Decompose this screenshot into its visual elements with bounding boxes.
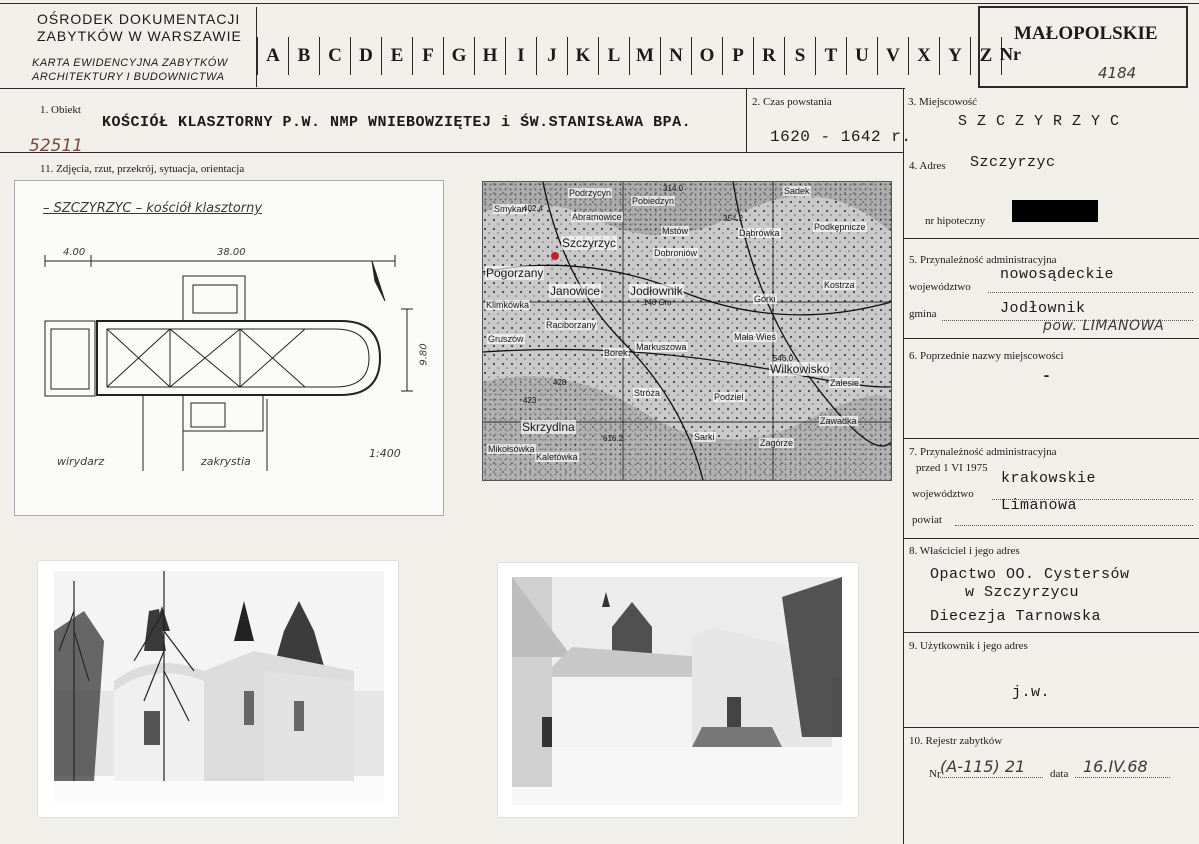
line-after-8 xyxy=(903,632,1199,633)
powiat-label: powiat xyxy=(912,514,942,526)
line-after-7 xyxy=(903,538,1199,539)
index-letter: K xyxy=(567,37,598,75)
przynaleznosc-old-label: 7. Przynależność administracyjna xyxy=(909,446,1057,458)
index-letter: C xyxy=(319,37,350,75)
floor-plan-sheet xyxy=(14,180,444,516)
map-place-label: Zawadka xyxy=(820,416,857,426)
obiekt-label: 1. Obiekt xyxy=(40,104,81,116)
line-after-adres xyxy=(903,238,1199,239)
zdjecia-label: 11. Zdjęcia, rzut, przekrój, sytuacja, orientacja xyxy=(40,163,245,175)
wlasciciel-line3: Diecezja Tarnowska xyxy=(930,608,1102,625)
map-place-label: Skrzydlna xyxy=(522,420,575,434)
map-place-label: Podrzycyn xyxy=(569,188,612,198)
powiat-dotted xyxy=(955,525,1193,526)
floor-plan-drawing xyxy=(15,181,443,515)
left-number: 52511 xyxy=(29,136,84,156)
przed-label: przed 1 VI 1975 xyxy=(916,462,988,474)
plan-title: – SZCZYRZYC – kościół klasztorny xyxy=(43,201,263,216)
nr-value: 4184 xyxy=(1098,64,1137,82)
gmina-note: pow. LIMANOWA xyxy=(1043,318,1165,334)
alphabet-index xyxy=(257,37,1002,75)
index-letter: A xyxy=(257,37,288,75)
miejscowosc-label: 3. Miejscowość xyxy=(908,96,978,108)
index-letter: R xyxy=(753,37,784,75)
index-letter: D xyxy=(350,37,381,75)
miejscowosc-value: S Z C Z Y R Z Y C xyxy=(958,113,1120,130)
index-letter: M xyxy=(629,37,660,75)
map-place-label: Klimkówka xyxy=(486,300,530,310)
index-letter: G xyxy=(443,37,474,75)
rejestr-data-value: 16.IV.68 xyxy=(1083,757,1148,776)
plan-scale: 1:400 xyxy=(369,447,401,460)
index-letter: I xyxy=(505,37,536,75)
index-letter: X xyxy=(908,37,939,75)
woj-old-value: krakowskie xyxy=(1001,470,1097,487)
wlasciciel-label: 8. Właściciel i jego adres xyxy=(909,545,1020,557)
subtitle-line1: KARTA EWIDENCYJNA ZABYTKÓW xyxy=(32,57,228,69)
index-letter: S xyxy=(784,37,815,75)
rejestr-data-label: data xyxy=(1050,768,1069,780)
index-letter: T xyxy=(815,37,846,75)
plan-dim-right: 9.80 xyxy=(418,343,430,366)
plan-dim-left: 4.00 xyxy=(63,247,86,258)
uzytkownik-value: j.w. xyxy=(1012,684,1051,701)
index-letter: J xyxy=(536,37,567,75)
map-place-label: Wilkowisko xyxy=(770,362,830,376)
nr-label: Nr xyxy=(1000,44,1021,64)
redacted-block xyxy=(1012,200,1098,222)
photo-church xyxy=(54,571,384,803)
index-letter: H xyxy=(474,37,505,75)
right-column-divider xyxy=(903,88,904,844)
rejestr-data-dotted xyxy=(1075,777,1170,778)
map-place-label: Mikołsówka xyxy=(488,444,535,454)
plan-zakrystia: zakrystia xyxy=(201,455,251,468)
map-labels xyxy=(483,182,891,480)
index-letter: L xyxy=(598,37,629,75)
plan-dim-top: 38.00 xyxy=(217,247,246,258)
map-place-label: Pobiedzyn xyxy=(632,196,675,206)
line-after-9 xyxy=(903,727,1199,728)
plan-wirydarz: wirydarz xyxy=(57,455,105,468)
region-name: MAŁOPOLSKIE xyxy=(1014,23,1158,44)
rejestr-label: 10. Rejestr zabytków xyxy=(909,735,1003,747)
index-letter: Z xyxy=(970,37,1001,75)
obiekt-value: KOŚCIÓŁ KLASZTORNY P.W. NMP WNIEBOWZIĘTEJ i ŚW.STANISŁAWA BPA. xyxy=(102,114,692,131)
map-place-label: Smykan xyxy=(494,204,527,214)
index-letter: P xyxy=(722,37,753,75)
map-place-label: Dąbrówka xyxy=(739,228,780,238)
map-place-label: Szczyrzyc xyxy=(562,236,616,250)
map-height-label: 616.2 xyxy=(603,434,624,443)
subtitle-line2: ARCHITEKTURY I BUDOWNICTWA xyxy=(32,71,225,83)
map-place-label: Raciborzany xyxy=(546,320,597,330)
row1-bottom-line xyxy=(0,152,904,153)
index-letter: U xyxy=(846,37,877,75)
region-box xyxy=(978,6,1188,88)
photo-church-frame xyxy=(38,561,398,817)
map-place-label: Kostrza xyxy=(824,280,855,290)
index-letter: E xyxy=(381,37,412,75)
map-place-label: Stróża xyxy=(634,388,661,398)
card-subtitle xyxy=(32,56,228,84)
index-letter: F xyxy=(412,37,443,75)
map-place-label: Podkępnicze xyxy=(814,222,866,232)
poprzednie-label: 6. Poprzednie nazwy miejscowości xyxy=(909,350,1064,362)
czas-label: 2. Czas powstania xyxy=(752,96,832,108)
map-place-label: Janowice xyxy=(550,284,601,298)
map-place-label: Pogorzany xyxy=(486,266,544,280)
map-place-label: Górki xyxy=(754,294,776,304)
powiat-value: Limanowa xyxy=(1001,497,1078,514)
hipoteczny-label: nr hipoteczny xyxy=(925,215,986,227)
org-line1: OŚRODEK DOKUMENTACJI xyxy=(37,11,241,27)
map-place-label: Dobroniów xyxy=(654,248,698,258)
czas-value: 1620 - 1642 r. xyxy=(770,128,912,146)
map-place-label: Markuszowa xyxy=(636,342,687,352)
map-height-label: 546.0 xyxy=(773,354,794,363)
map-height-label: 354.2 xyxy=(723,214,744,223)
photo-monastery-frame xyxy=(498,563,858,817)
przynaleznosc-label: 5. Przynależność administracyjna xyxy=(909,254,1057,266)
map-height-label: 148 Gm xyxy=(643,298,672,307)
uzytkownik-label: 9. Użytkownik i jego adres xyxy=(909,640,1028,652)
rejestr-nr-dotted xyxy=(938,777,1043,778)
map-place-label: Jodłownik xyxy=(630,284,683,298)
index-letter: V xyxy=(877,37,908,75)
wojewodztwo-label: województwo xyxy=(909,281,971,293)
map-height-label: 402.4 xyxy=(523,204,544,213)
line-after-6 xyxy=(903,438,1199,439)
index-letter: N xyxy=(660,37,691,75)
map-place-label: Sarki xyxy=(694,432,715,442)
map-place-label: Gruszów xyxy=(488,334,524,344)
index-letter: O xyxy=(691,37,722,75)
wlasciciel-line2: w Szczyrzycu xyxy=(965,584,1080,601)
index-letter: B xyxy=(288,37,319,75)
top-border xyxy=(0,3,1199,4)
gmina-label: gmina xyxy=(909,308,937,320)
map-place-label: Mała Wieś xyxy=(734,332,777,342)
map-height-label: 428 xyxy=(553,378,567,387)
map-place-label: Podziel xyxy=(714,392,744,402)
adres-value: Szczyrzyc xyxy=(970,154,1056,171)
map-place-label: Mstów xyxy=(662,226,689,236)
map-place-label: Zalesie xyxy=(830,378,860,388)
org-line2: ZABYTKÓW W WARSZAWIE xyxy=(37,28,242,44)
row1-divider-a xyxy=(746,88,747,152)
woj-old-label: województwo xyxy=(912,488,974,500)
index-letter: Y xyxy=(939,37,970,75)
map-place-label: Kaletówka xyxy=(536,452,578,462)
woj-dotted-line xyxy=(988,292,1193,293)
wojewodztwo-value: nowosądeckie xyxy=(1000,266,1115,283)
line-after-5 xyxy=(903,338,1199,339)
map-place-label: Abramowice xyxy=(572,212,622,222)
map-height-label: 314.0 xyxy=(663,184,684,193)
gmina-value: Jodłownik xyxy=(1000,300,1086,317)
row1-top-line xyxy=(0,88,905,89)
wlasciciel-line1: Opactwo OO. Cystersów xyxy=(930,566,1130,583)
rejestr-nr-label: Nr xyxy=(929,768,941,780)
poprzednie-value: - xyxy=(1042,368,1052,385)
map-place-label: Zagórze xyxy=(760,438,794,448)
photo-monastery xyxy=(512,577,842,805)
gmina-dotted-line xyxy=(942,320,1193,321)
map-place-label: Borek xyxy=(604,348,628,358)
map-height-label: 423 xyxy=(523,396,537,405)
map-place-label: Sadek xyxy=(784,186,810,196)
adres-label: 4. Adres xyxy=(909,160,946,172)
location-map xyxy=(482,181,892,481)
org-title xyxy=(37,11,242,45)
rejestr-nr-value: (A-115) 21 xyxy=(940,757,1026,776)
